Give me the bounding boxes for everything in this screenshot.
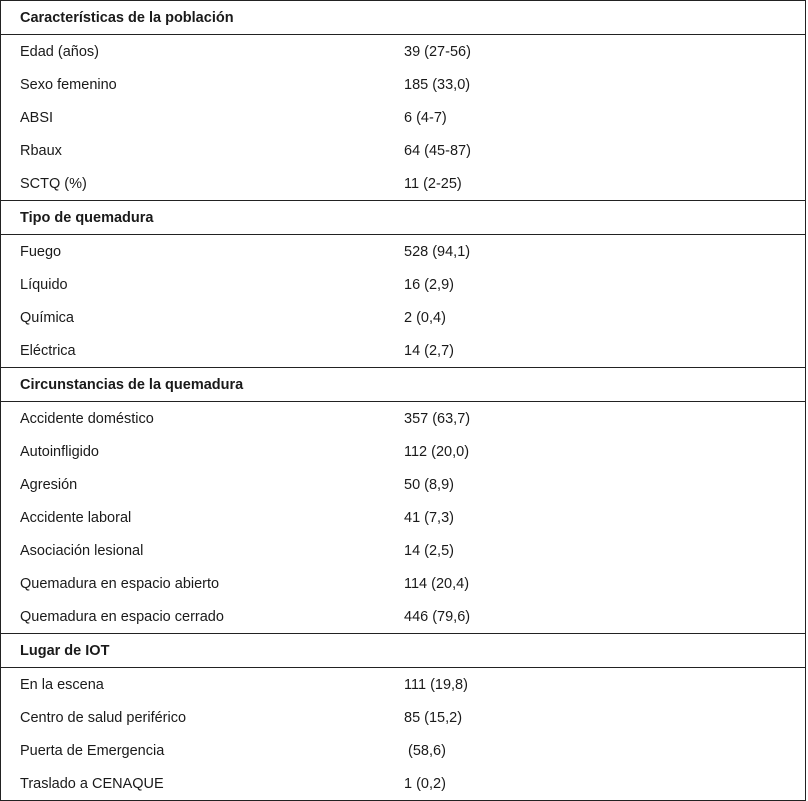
table-row <box>1 167 805 200</box>
row-value: 6 (4-7) <box>404 109 447 126</box>
row-value: 16 (2,9) <box>404 276 454 293</box>
row-value: 528 (94,1) <box>404 243 471 260</box>
section-header: Características de la población <box>1 1 805 35</box>
row-value: 185 (33,0) <box>404 76 471 93</box>
section-tipo-quemadura <box>1 200 805 367</box>
section-poblacion <box>1 1 805 200</box>
row-label: Asociación lesional <box>20 542 144 559</box>
row-label: Puerta de Emergencia <box>20 742 165 759</box>
table-row <box>1 402 805 435</box>
row-label: Centro de salud periférico <box>20 709 187 726</box>
table-row <box>1 534 805 567</box>
row-label: Química <box>20 309 74 326</box>
section-circunstancias <box>1 367 805 633</box>
section-header: Lugar de IOT <box>1 634 805 668</box>
row-value: 11 (2-25) <box>404 175 462 192</box>
table-row <box>1 35 805 68</box>
table-row <box>1 567 805 600</box>
table-row <box>1 501 805 534</box>
row-label: SCTQ (%) <box>20 175 87 192</box>
row-value: 2 (0,4) <box>404 309 446 326</box>
table-row <box>1 734 805 767</box>
row-label: Traslado a CENAQUE <box>20 775 164 792</box>
table-row <box>1 101 805 134</box>
row-value: 41 (7,3) <box>404 509 454 526</box>
row-value: (58,6) <box>404 742 446 759</box>
row-value: 14 (2,5) <box>404 542 454 559</box>
table-row <box>1 701 805 734</box>
table-row <box>1 468 805 501</box>
section-header: Circunstancias de la quemadura <box>1 368 805 402</box>
row-value: 50 (8,9) <box>404 476 454 493</box>
row-label: En la escena <box>20 676 104 693</box>
row-value: 446 (79,6) <box>404 608 471 625</box>
row-value: 1 (0,2) <box>404 775 446 792</box>
row-label: Accidente doméstico <box>20 410 154 427</box>
row-label: Sexo femenino <box>20 76 117 93</box>
row-label: Rbaux <box>20 142 62 159</box>
row-label: Accidente laboral <box>20 509 132 526</box>
row-label: Líquido <box>20 276 68 293</box>
row-label: Fuego <box>20 243 62 260</box>
row-label: Agresión <box>20 476 78 493</box>
row-label: Quemadura en espacio cerrado <box>20 608 224 625</box>
table-row <box>1 68 805 101</box>
table-row <box>1 668 805 701</box>
section-lugar-iot <box>1 633 805 800</box>
table-row <box>1 767 805 800</box>
table-row <box>1 334 805 367</box>
row-label: ABSI <box>20 109 54 126</box>
row-value: 39 (27-56) <box>404 43 471 60</box>
table-row <box>1 134 805 167</box>
row-value: 357 (63,7) <box>404 410 471 427</box>
table-row <box>1 235 805 268</box>
row-value: 111 (19,8) <box>404 676 468 693</box>
section-header: Tipo de quemadura <box>1 201 805 235</box>
row-label: Autoinfligido <box>20 443 99 460</box>
row-label: Quemadura en espacio abierto <box>20 575 220 592</box>
table-row <box>1 435 805 468</box>
row-label: Edad (años) <box>20 43 99 60</box>
row-value: 114 (20,4) <box>404 575 470 592</box>
row-label: Eléctrica <box>20 342 76 359</box>
row-value: 14 (2,7) <box>404 342 454 359</box>
row-value: 112 (20,0) <box>404 443 470 460</box>
row-value: 85 (15,2) <box>404 709 463 726</box>
row-value: 64 (45-87) <box>404 142 471 159</box>
table-row <box>1 600 805 633</box>
table-row <box>1 301 805 334</box>
table-row <box>1 268 805 301</box>
